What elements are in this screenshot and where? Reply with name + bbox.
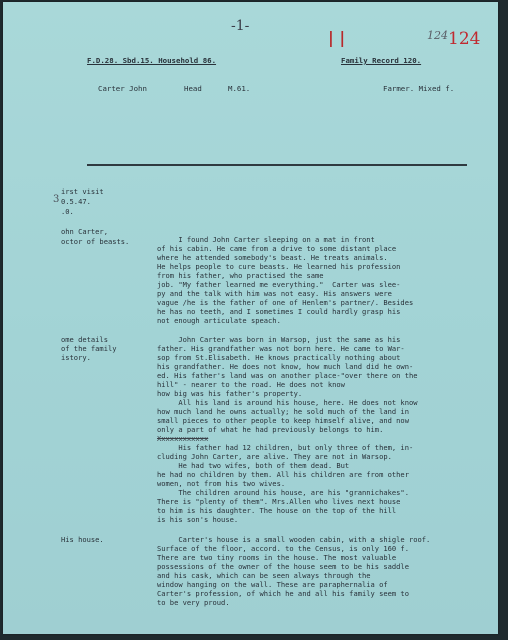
body-line: father. His grandfather was not born here. He came to War- bbox=[157, 344, 405, 353]
family-history-label-2: of the family bbox=[61, 344, 117, 353]
body-line: job. "My father learned me everything." Carter was slee- bbox=[157, 280, 401, 289]
first-visit-label: irst visit bbox=[61, 187, 104, 196]
tally-annotation: | | bbox=[328, 28, 346, 47]
page-number-annotation: -1- bbox=[231, 18, 250, 34]
subject-name: ohn Carter, bbox=[61, 227, 108, 236]
record-number-pencil: 124 bbox=[427, 29, 448, 42]
body-line: ed. His father's land was on another place-"over there on the bbox=[157, 371, 418, 380]
body-line: I found John Carter sleeping on a mat in front bbox=[157, 235, 375, 244]
body-line: All his land is around his house, here. He does not know bbox=[157, 398, 418, 407]
family-history-label-1: ome details bbox=[61, 335, 108, 344]
person-sex-age: M.61. bbox=[228, 84, 251, 93]
body-line: not enough articulate speach. bbox=[157, 316, 281, 325]
body-line: of his cabin. He came from a drive to some distant place bbox=[157, 244, 397, 253]
visit-initial: .0. bbox=[61, 207, 74, 216]
body-line: py and the talk with him was not easy. His answers were bbox=[157, 289, 392, 298]
body-line: vague /he is the father of one of Henlem's partner/. Besides bbox=[157, 298, 414, 307]
body-line: John Carter was born in Warsop, just the same as his bbox=[157, 335, 401, 344]
body-line: sop from St.Elisabeth. He knows practically nothing about bbox=[157, 353, 401, 362]
body-line: only a part of what he had previously belongs to him. bbox=[157, 425, 384, 434]
document-page bbox=[3, 2, 498, 634]
struck-out-heading: Xxxxxxxxxxxx bbox=[157, 434, 209, 443]
body-line: to him is his daughter. The house on the top of the hill bbox=[157, 506, 397, 515]
body-line: where he attended somebody's beast. He treats animals. bbox=[157, 253, 388, 262]
body-line: how much land he owns actually; he sold much of the land in bbox=[157, 407, 409, 416]
visit-date: 0.5.47. bbox=[61, 197, 91, 206]
body-line: The children around his house, are his "grannichakes". bbox=[157, 488, 409, 497]
body-line: from his father, who practised the same bbox=[157, 271, 324, 280]
body-line: possessions of the owner of the house seem to be his saddle bbox=[157, 562, 409, 571]
person-relation: Head bbox=[184, 84, 202, 93]
body-line: he has no teeth, and I sometimes I could hardly grasp his bbox=[157, 307, 401, 316]
body-line: is his son's house. bbox=[157, 515, 239, 524]
body-line: and his cask, which can be seen always through the bbox=[157, 571, 371, 580]
family-history-label-3: istory. bbox=[61, 353, 91, 362]
body-line: hill" - nearer to the road. He does not know bbox=[157, 380, 345, 389]
household-reference: F.D.28. Sbd.15. Household 86. bbox=[87, 56, 217, 65]
subject-role: octor of beasts. bbox=[61, 237, 130, 246]
body-line: cluding John Carter, are alive. They are not in Warsop. bbox=[157, 452, 392, 461]
person-name: Carter John bbox=[98, 84, 147, 93]
body-line: small pieces to other people to keep himself alive, and now bbox=[157, 416, 409, 425]
body-line: women, not from his two wives. bbox=[157, 479, 286, 488]
body-line: Carter's house is a small wooden cabin, with a shigle roof. bbox=[157, 535, 431, 544]
body-line: Carter's profession, of which he and all his family seem to bbox=[157, 589, 409, 598]
his-house-label: His house. bbox=[61, 535, 104, 544]
record-number-red: 124 bbox=[448, 29, 481, 49]
body-line: his grandfather. He does not know, how much land did he own- bbox=[157, 362, 414, 371]
person-occupation: Farmer. Mixed f. bbox=[383, 84, 455, 93]
body-line: to be very proud. bbox=[157, 598, 230, 607]
header-divider bbox=[87, 164, 467, 166]
body-line: window hanging on the wall. These are paraphernalia of bbox=[157, 580, 388, 589]
body-line: how big was his father's property. bbox=[157, 389, 303, 398]
body-line: he had no children by them. All his children are from other bbox=[157, 470, 409, 479]
body-line: There are two tiny rooms in the house. The most valuable bbox=[157, 553, 397, 562]
body-line: There is "plenty of them". Mrs.Allen who lives next house bbox=[157, 497, 401, 506]
body-line: Surface of the floor, accord. to the Census, is only 160 f. bbox=[157, 544, 409, 553]
body-line: He had two wifes, both of them dead. But bbox=[157, 461, 350, 470]
body-line: His father had 12 children, but only three of them, in- bbox=[157, 443, 414, 452]
family-record-label: Family Record 120. bbox=[341, 56, 422, 65]
body-line: He helps people to cure beasts. He learned his profession bbox=[157, 262, 401, 271]
date-correction-mark: 3 bbox=[53, 194, 60, 205]
